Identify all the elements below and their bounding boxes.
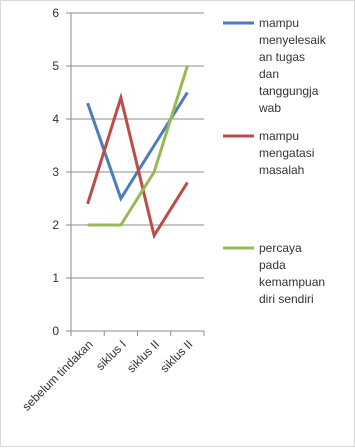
y-tick-label: 5 [52, 59, 59, 73]
legend-label: an tugas [259, 50, 306, 64]
legend-label: masalah [259, 163, 305, 177]
legend-label: wab [259, 101, 282, 115]
x-tick-label: siklus II [124, 337, 163, 376]
legend-label: diri sendiri [259, 292, 314, 306]
y-tick-label: 0 [52, 324, 59, 338]
legend-label: tanggungja [259, 84, 319, 98]
legend-label: dan [259, 67, 280, 81]
legend-label: mampu [259, 129, 300, 143]
x-tick-label: sebelum tindakan [19, 337, 96, 414]
x-tick-labels [19, 337, 195, 413]
y-tick-label: 3 [52, 165, 59, 179]
x-tick-label: siklus I [93, 337, 129, 374]
y-tick-label: 2 [52, 218, 59, 232]
chart-canvas [1, 1, 355, 448]
y-tick-label: 4 [52, 112, 59, 126]
x-tick-label: siklus II [157, 337, 196, 376]
legend-label: percaya [259, 241, 302, 255]
legend-label: mampu [259, 16, 300, 30]
y-tick-label: 1 [52, 271, 59, 285]
series-line-1 [88, 93, 188, 199]
y-tick-labels [52, 6, 59, 338]
series-lines [88, 66, 188, 236]
y-tick-label: 6 [52, 6, 59, 20]
legend-label: kemampuan [259, 275, 326, 289]
gridlines [71, 13, 204, 278]
legend-label: menyelesaik [259, 33, 326, 47]
legend [223, 16, 327, 306]
legend-label: pada [259, 258, 286, 272]
legend-label: mengatasi [259, 146, 315, 160]
